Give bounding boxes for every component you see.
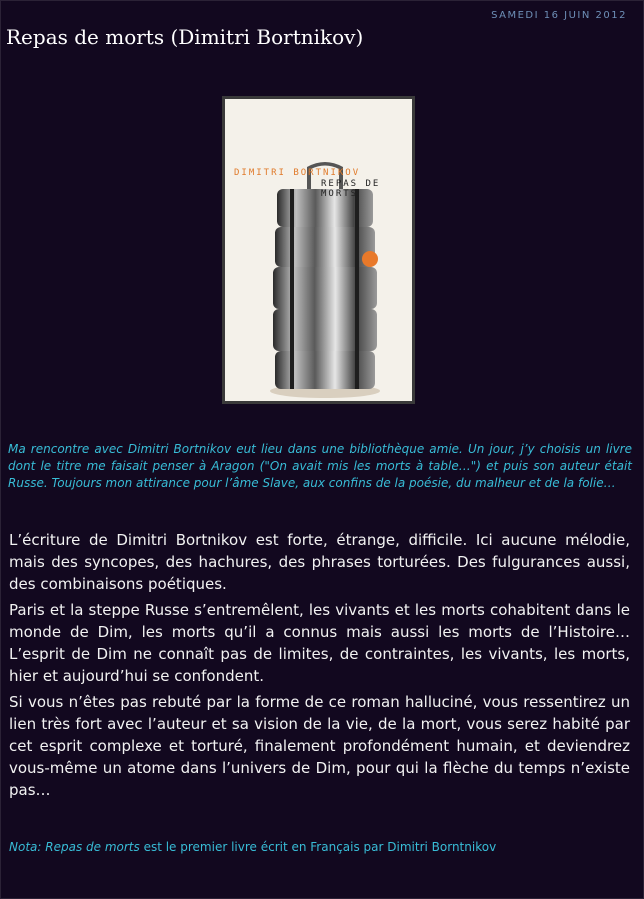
nota-text: est le premier livre écrit en Français par Dimitri Borntnikov: [139, 840, 497, 854]
book-cover-image[interactable]: [222, 96, 415, 404]
post-date: SAMEDI 16 JUIN 2012: [491, 10, 627, 21]
body-paragraph-2: Paris et la steppe Russe s’entremêlent, les vivants et les morts cohabitent dans le monde de Dim, les morts qu’il a connus mais aussi les morts de l’Histoire… L’esprit de Dim ne connaît pas de limites, de contraintes, les vivants, les morts, hier et aujourd’hui se confondent.: [9, 601, 630, 685]
nota-book-title: Repas de morts: [45, 840, 140, 854]
nota-note: [9, 839, 496, 856]
body-paragraph-3: Si vous n’êtes pas rebuté par la forme de ce roman halluciné, vous ressentirez un lien très fort avec l’auteur et sa vision de la vie, de la mort, vous serez habité par cet esprit complexe et torturé, finalement profondément humain, et deviendrez vous-même un atome dans l’univers de Dim, pour qui la flèche du temps n’existe pas…: [9, 693, 630, 799]
publisher-logo-icon: [362, 251, 378, 267]
body-paragraph-1: L’écriture de Dimitri Bortnikov est forte, étrange, difficile. Ici aucune mélodie, mais des syncopes, des hachures, des phrases torturées. Des fulgurances aussi, des combinaisons poétiques.: [9, 531, 630, 593]
nota-label: Nota:: [9, 840, 42, 854]
cover-title: REPAS DE MORTS: [321, 179, 381, 199]
cover-author: DIMITRI BORTNIKOV: [234, 168, 361, 178]
intro-paragraph: Ma rencontre avec Dimitri Bortnikov eut lieu dans une bibliothèque amie. Un jour, j’y choisis un livre dont le titre me faisait penser à Aragon ("On avait mis les morts à table…") et puis son auteur était Russe. Toujours mon attirance pour l’âme Slave, aux confins de la poésie, du malheur et de la folie…: [8, 442, 632, 490]
post-title[interactable]: Repas de morts (Dimitri Bortnikov): [6, 25, 364, 49]
